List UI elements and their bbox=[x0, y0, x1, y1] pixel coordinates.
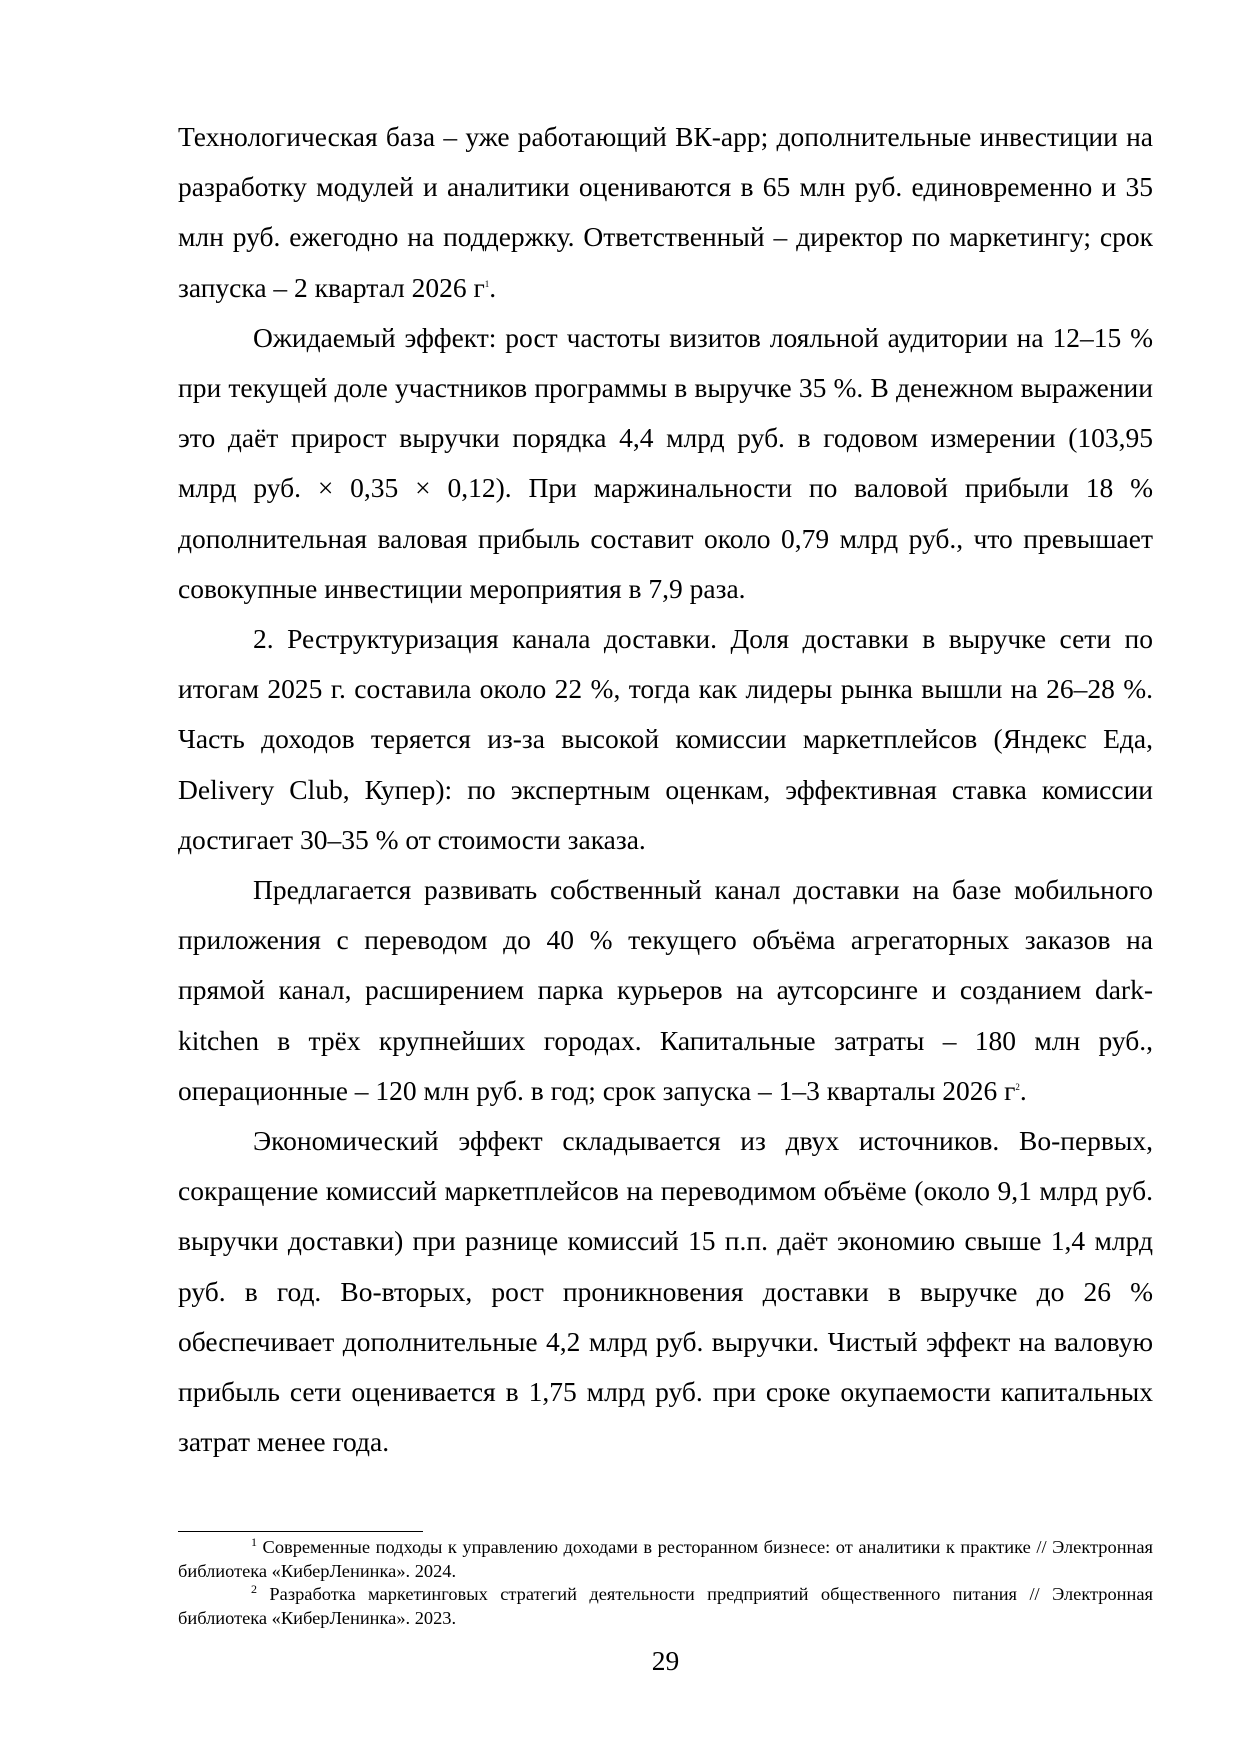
document-body bbox=[178, 112, 1153, 1467]
paragraph-text: 2. Реструктуризация канала доставки. Доля доставки в выручке сети по итогам 2025 г. составила около 22 %, тогда как лидеры рынка вышли на 26–28 %. Часть доходов теряется из-за высокой комиссии маркетплейсов (Яндекс Еда, Delivery Club, Купер): по экспертным оценкам, эффективная ставка комиссии достигает 30–35 % от стоимости заказа. bbox=[178, 623, 1153, 855]
page-number: 29 bbox=[651, 1645, 680, 1676]
paragraph-text: Предлагается развивать собственный канал доставки на базе мобильного приложения с переводом до 40 % текущего объёма агрегаторных заказов на прямой канал, расширением парка курьеров на аутсорсинге и созданием dark-kitchen в трёх крупнейших городах. Капитальные затраты – 180 млн руб., операционные – 120 млн руб. в год; срок запуска – 1–3 кварталы 2026 г bbox=[178, 874, 1153, 1106]
footnote-ref[interactable]: 1 bbox=[484, 278, 490, 289]
paragraph-text: Ожидаемый эффект: рост частоты визитов лояльной аудитории на 12–15 % при текущей доле участников программы в выручке 35 %. В денежном выражении это даёт прирост выручки порядка 4,4 млрд руб. в годовом измерении (103,95 млрд руб. × 0,35 × 0,12). При маржинальности по валовой прибыли 18 % дополнительная валовая прибыль составит около 0,79 млрд руб., что превышает совокупные инвестиции мероприятия в 7,9 раза. bbox=[178, 321, 1153, 604]
footnote-text: Разработка маркетинговых стратегий деятельности предприятий общественного питания // Электронная библиотека «КиберЛенинка». 2023. bbox=[178, 1584, 1153, 1628]
footnote-number: 2 bbox=[251, 1581, 257, 1596]
footnote-ref[interactable]: 2 bbox=[1015, 1081, 1020, 1092]
paragraph-suffix: . bbox=[489, 271, 497, 303]
paragraph-tech-base bbox=[178, 112, 1153, 313]
footnotes bbox=[178, 1536, 1153, 1630]
footnote-number: 1 bbox=[251, 1534, 257, 1549]
paragraph-own-delivery-channel bbox=[178, 865, 1153, 1116]
footnote-item bbox=[178, 1536, 1153, 1583]
paragraph-economic-effect bbox=[178, 1116, 1153, 1467]
paragraph-suffix: . bbox=[1019, 1074, 1027, 1106]
paragraph-delivery-restructuring bbox=[178, 614, 1153, 865]
paragraph-text: Технологическая база – уже работающий ВК-app; дополнительные инвестиции на разработку модулей и аналитики оцениваются в 65 млн руб. единовременно и 35 млн руб. ежегодно на поддержку. Ответственный – директор по маркетингу; срок запуска – 2 квартал 2026 г bbox=[178, 121, 1153, 303]
footnote-text: Современные подходы к управлению доходами в ресторанном бизнесе: от аналитики к практике // Электронная библиотека «КиберЛенинка». 2024. bbox=[178, 1537, 1153, 1581]
paragraph-text: Экономический эффект складывается из двух источников. Во-первых, сокращение комиссий маркетплейсов на переводимом объёме (около 9,1 млрд руб. выручки доставки) при разнице комиссий 15 п.п. даёт экономию свыше 1,4 млрд руб. в год. Во-вторых, рост проникновения доставки в выручке до 26 % обеспечивает дополнительные 4,2 млрд руб. выручки. Чистый эффект на валовую прибыль сети оценивается в 1,75 млрд руб. при сроке окупаемости капитальных затрат менее года. bbox=[178, 1125, 1153, 1458]
footnote-separator bbox=[178, 1531, 423, 1532]
paragraph-expected-effect bbox=[178, 313, 1153, 614]
footnote-item bbox=[178, 1583, 1153, 1630]
